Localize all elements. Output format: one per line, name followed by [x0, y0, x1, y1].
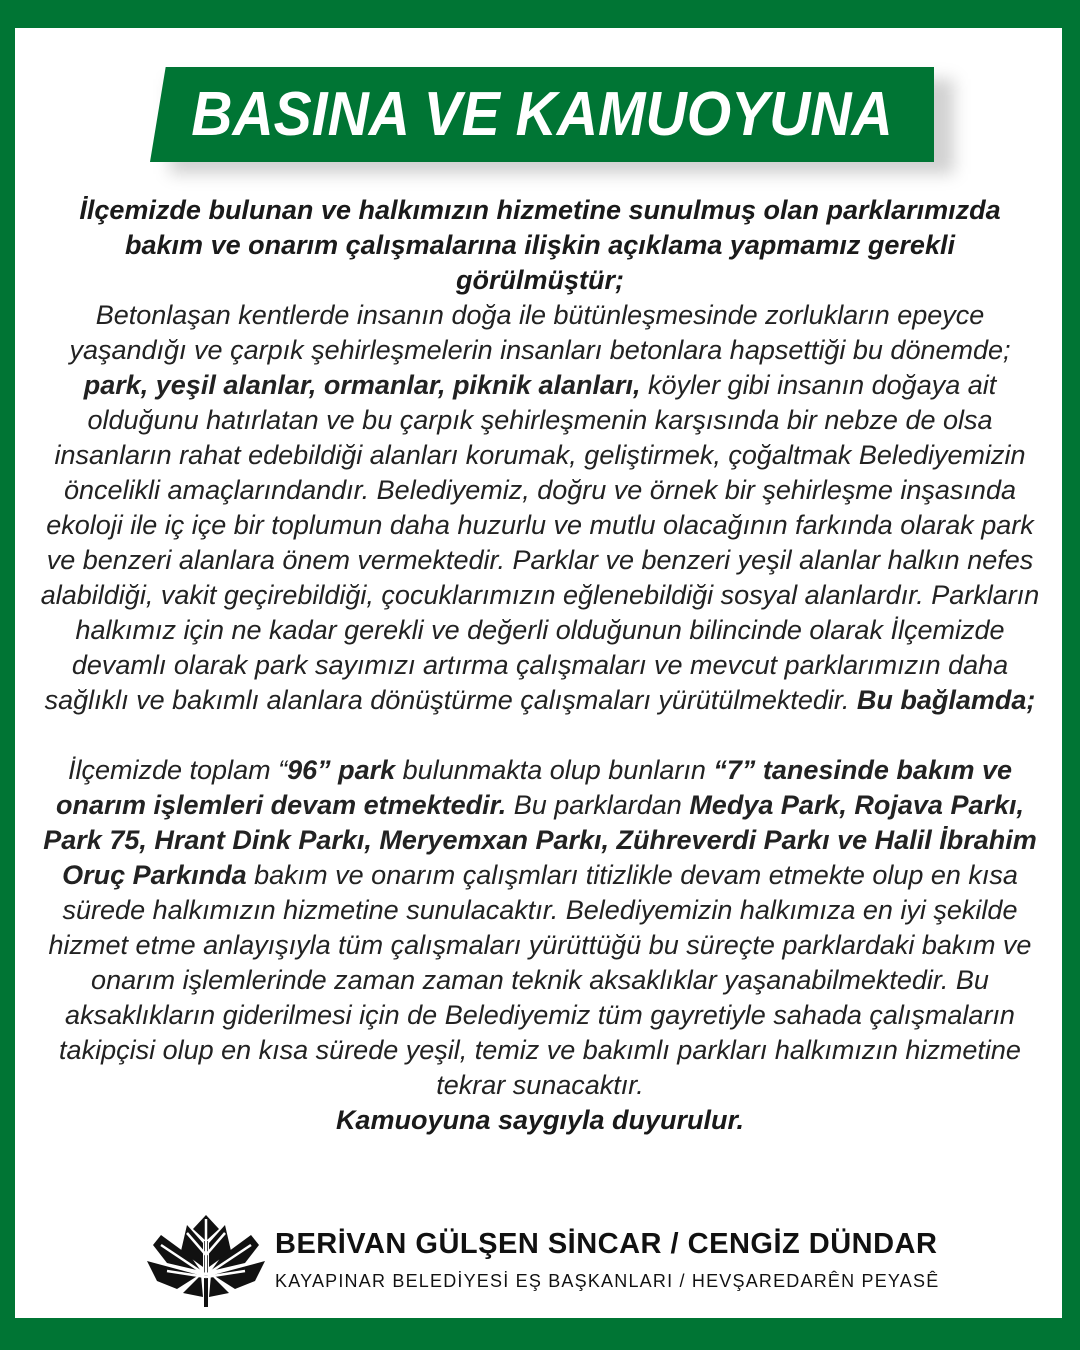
signatory-title: KAYAPINAR BELEDİYESİ EŞ BAŞKANLARI / HEVŞAREDARÊN PEYASÊ: [275, 1271, 940, 1291]
paragraph-1: [40, 298, 1040, 718]
p1-bold-green-areas: park, yeşil alanlar, ormanlar, piknik alanları,: [83, 370, 641, 400]
leaf-logo-icon: [147, 1215, 265, 1307]
signatory-names: BERİVAN GÜLŞEN SİNCAR / CENGİZ DÜNDAR: [275, 1228, 938, 1260]
p2-text-2: bulunmakta olup bunların: [395, 755, 714, 785]
intro-text: İlçemizde bulunan ve halkımızın hizmetine sunulmuş olan parklarımızda bakım ve onarım çalışmalarına ilişkin açıklama yapmamız gerekli görülmüştür;: [79, 195, 1001, 295]
p2-text-3: Bu parklardan: [506, 790, 690, 820]
paragraph-2: [40, 753, 1040, 1103]
p1-text-2: köyler gibi insanın doğaya ait olduğunu hatırlatan ve bu çarpık şehirleşmenin karşısında bir nebze de olsa insanların rahat edebildiği alanları korumak, geliştirmek, çoğaltmak Belediyemizin öncelikli amaçlarındandır. Belediyemiz, doğru ve örnek bir şehirleşme inşasında ekoloji ile iç içe bir toplumun daha huzurlu ve mutlu olacağının farkında olarak park ve benzeri alanlara önem vermektedir. Parklar ve benzeri yeşil alanlar halkın nefes alabildiği, vakit geçirebildiği, çocuklarımızın eğlenebildiği sosyal alanlardır. Parkların halkımız için ne kadar gerekli ve değerli olduğunun bilincinde olarak İlçemizde devamlı olarak park sayımızı artırma çalışmaları ve mevcut parklarımızın daha sağlıklı ve bakımlı alanlara dönüştürme çalışmaları yürütülmektedir.: [40, 370, 1040, 715]
p1-text-1: Betonlaşan kentlerde insanın doğa ile bütünleşmesinde zorlukların epeyce yaşandığı ve çarpık şehirleşmelerin insanları betonlara hapsettiği bu dönemde;: [69, 300, 1011, 365]
p2-text-4: bakım ve onarım çalışmları titizlikle devam etmekte olup en kısa sürede halkımızın hizmetine sunulacaktır. Belediyemizin halkımıza en iyi şekilde hizmet etme anlayışıyla tüm çalışmaları yürüttüğü bu süreçte parklardaki bakım ve onarım işlemlerinde zaman zaman teknik aksaklıklar yaşanabilmektedir. Bu aksaklıkların giderilmesi için de Belediyemiz tüm gayretiyle sahada çalışmaların takipçisi olup en kısa sürede yeşil, temiz ve bakımlı parkları halkımızın hizmetine tekrar sunacaktır.: [48, 860, 1032, 1100]
title-banner: [150, 67, 934, 162]
p1-bold-context: Bu bağlamda;: [856, 685, 1036, 715]
closing-line: Kamuoyuna saygıyla duyurulur.: [335, 1105, 745, 1135]
p2-bold-active-parks: “7” tanesinde bakım ve onarım işlemleri devam etmektedir.: [55, 755, 1012, 820]
banner-title: BASINA VE KAMUOYUNA: [191, 80, 893, 149]
p2-text-1: İlçemizde toplam “: [68, 755, 288, 785]
p2-bold-park-list: Medya Park, Rojava Parkı, Park 75, Hrant Dink Parkı, Meryemxan Parkı, Zühreverdi Parkı ve Halil İbrahim Oruç Parkında: [43, 790, 1037, 890]
signature-footer: [147, 1215, 947, 1305]
statement-body: [40, 193, 1040, 1138]
p2-bold-total-parks: 96” park: [287, 755, 396, 785]
